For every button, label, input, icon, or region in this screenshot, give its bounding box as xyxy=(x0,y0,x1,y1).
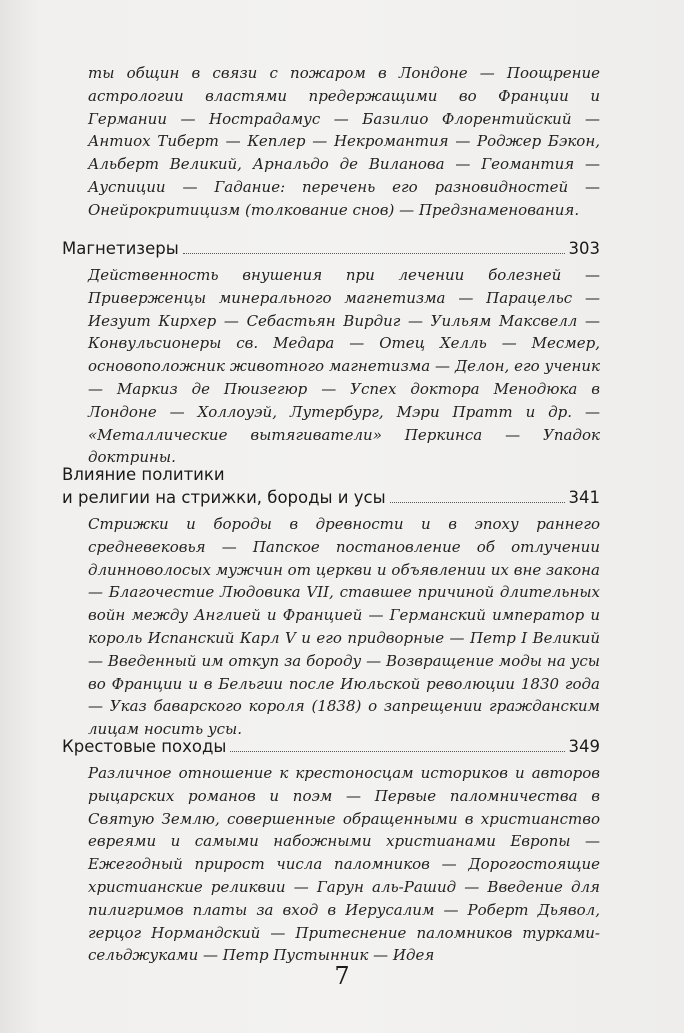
toc-title-line-1: Влияние политики xyxy=(62,465,225,484)
intro-text: ты общин в связи с пожаром в Лондоне — Поощрение астрологии властями предержащими во Франции и Германии — Нострадамус — Базилио Флорентийский — Антиох Тиберт — Кеплер — Некромантия — Роджер Бэкон, Альберт Великий, Арнальдо де Виланова — Геомантия — Ауспиции — Гадание: перечень его разновидностей — Онейрокритицизм (толкование снов) — Предзнаменования. xyxy=(88,64,600,219)
dot-leader xyxy=(230,751,564,752)
toc-entry-magnetizers xyxy=(62,237,600,469)
toc-description: Действенность внушения при лечении болезней — Приверженцы минерального магнетизма — Парацельс — Иезуит Кирхер — Себастьян Вирдиг — Уильям Максвелл — Конвульсионеры св. Медара — Отец Хелль — Месмер, основоположник животного магнетизма — Делон, его ученик — Маркиз де Пюизегюр — Успех доктора Менодюка в Лондоне — Холлоуэй, Лутербург, Мэри Пратт и др. — «Металлические вытягиватели» Перкинса — Упадок доктрины. xyxy=(88,266,600,467)
page-number: 7 xyxy=(334,962,350,990)
toc-description: Различное отношение к крестоносцам историков и авторов рыцарских романов и поэм — Первые паломничества в Святую Землю, совершенные обращенными в христианство евреями и самыми набожными христианами Европы — Ежегодный прирост числа паломников — Дорогостоящие христианские реликвии — Гарун аль-Рашид — Введение для пилигримов платы за вход в Иерусалим — Роберт Дьявол, герцог Нормандский — Притеснение паломников турками-сельджуками — Петр Пустынник — Идея xyxy=(88,764,600,965)
toc-heading xyxy=(62,735,600,758)
toc-page-number: 303 xyxy=(568,239,600,258)
toc-entry-crusades xyxy=(62,735,600,967)
toc-title-line-2: и религии на стрижки, бороды и усы xyxy=(62,488,386,507)
intro-continuation xyxy=(62,62,600,222)
dot-leader xyxy=(390,502,565,503)
toc-title: Магнетизеры xyxy=(62,239,179,258)
toc-entry-politics-beards xyxy=(62,463,600,741)
dot-leader xyxy=(183,253,565,254)
toc-page-number: 341 xyxy=(568,488,600,507)
toc-title: Крестовые походы xyxy=(62,737,227,756)
toc-description: Стрижки и бороды в древности и в эпоху раннего средневековья — Папское постановление об отлучении длинноволосых мужчин от церкви и объявлении их вне закона — Благочестие Людовика VII, ставшее причиной длительных войн между Англией и Францией — Германский император и король Испанский Карл V и его придворные — Петр I Великий — Введенный им откуп за бороду — Возвращение моды на усы во Франции и в Бельгии после Июльской революции 1830 года — Указ баварского короля (1838) о запрещении гражданским лицам носить усы. xyxy=(88,515,600,739)
toc-heading xyxy=(62,486,600,509)
toc-heading xyxy=(62,237,600,260)
toc-page-number: 349 xyxy=(568,737,600,756)
